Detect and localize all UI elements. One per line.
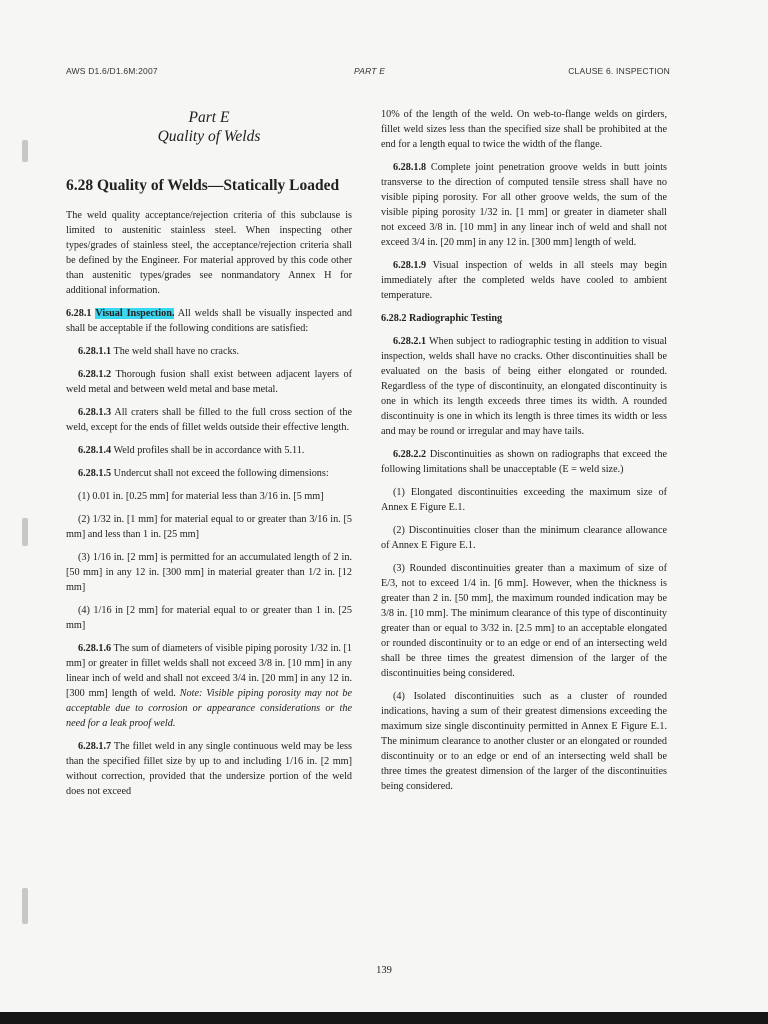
section-title: 6.28 Quality of Welds—Statically Loaded [66, 177, 340, 194]
paragraph-text: Complete joint penetration groove welds in butt joints transverse to the direction of computed tensile stress shall have no visible piping porosity. For all other groove welds, the sum of the visible piping porosity 1/32 in. [1 mm] or greater in diameter shall not exceed 3/8 in. [10 mm] in any linear inch of weld and shall not exceed 3/4 in. [20 mm] in any 12 in. [300 mm] length of weld. [381, 162, 667, 248]
discontinuity-item-1: (1) Elongated discontinuities exceeding the maximum size of Annex E Figure E.1. [381, 487, 667, 513]
clause-number: 6.28.1.4 [78, 445, 112, 456]
paragraph-text: The sum of diameters of visible piping porosity 1/32 in. [1 mm] or greater in fillet welds shall not exceed 3/8 in. [10 mm] in any linear inch of weld and shall not exceed 3/4 in. [20 mm] in any 12 in. [300 mm] length of weld. [66, 643, 352, 699]
paragraph-text: Weld profiles shall be in accordance with 5.11. [111, 445, 305, 456]
paragraph-text: All craters shall be filled to the full cross section of the weld, except for the ends of fillet welds outside their effective length. [66, 407, 352, 433]
paragraph-text: When subject to radiographic testing in addition to visual inspection, welds shall have no cracks. Other discontinuities shall be evaluated on the basis of being either elongated or rounded. Regardless of the type of discontinuity, an elongated discontinuity is one in which its length exceeds three times its width. A rounded discontinuity is one in which its length is three times its width or less and may be round or irregular and may have tails. [381, 336, 667, 437]
part-title-line2: Quality of Welds [157, 128, 261, 145]
clause-number: 6.28.1.2 [78, 369, 112, 380]
paragraph-text: The weld shall have no cracks. [111, 346, 240, 357]
clause-number: 6.28.1 [66, 308, 92, 319]
paragraph-text: Undercut shall not exceed the following dimensions: [111, 468, 329, 479]
clause-number: 6.28.1.6 [78, 643, 112, 654]
intro-paragraph: The weld quality acceptance/rejection criteria of this subclause is limited to austenitic stainless steel. When inspecting other types/grades of stainless steel, the acceptance/rejection criteria shall be defined by the Engineer. For material approved by this code other than austenitic types/grades see nonmandatory Annex H for additional information. [66, 210, 352, 296]
paragraph-text: Discontinuities as shown on radiographs that exceed the following limitations shall be unacceptable (E = weld size.) [381, 449, 667, 475]
paragraph-note: Note: Visible piping porosity may not be acceptable due to corrosion or appearance considerations or the need for a leak proof weld. [66, 688, 353, 729]
clause-number: 6.28.1.1 [78, 346, 112, 357]
paragraph-6-28-2-1 [381, 334, 667, 439]
header-clause: CLAUSE 6. INSPECTION [568, 66, 670, 76]
left-column [66, 108, 352, 807]
paragraph-text: All welds shall be visually inspected and shall be acceptable if the following conditions are satisfied: [66, 308, 353, 334]
undercut-item-2: (2) 1/32 in. [1 mm] for material equal to or greater than 3/16 in. [5 mm] and less than 1 in. [25 mm] [66, 514, 352, 540]
paragraph-text: Visual inspection of welds in all steels may begin immediately after the completed welds have cooled to ambient temperature. [381, 260, 667, 301]
discontinuity-item-4: (4) Isolated discontinuities such as a cluster of rounded indications, having a sum of their greatest dimensions exceeding the maximum size single discontinuity permitted in Annex E Figure E.1. The minimum clearance to another cluster or an elongated or rounded discontinuity or to an edge or end of an intersecting weld shall be three times the greatest dimension of the larger of the discontinuities being considered. [381, 691, 667, 792]
header-standard-id: AWS D1.6/D1.6M:2007 [66, 66, 158, 76]
clause-number: 6.28.2.1 [393, 336, 427, 347]
clause-number: 6.28.1.9 [393, 260, 427, 271]
continued-paragraph: 10% of the length of the weld. On web-to-flange welds on girders, fillet weld sizes less than the specified size shall be prohibited at the end for a length equal to twice the width of the flange. [381, 109, 667, 150]
right-column [381, 107, 667, 802]
clause-number: 6.28.1.3 [78, 407, 112, 418]
undercut-item-3: (3) 1/16 in. [2 mm] is permitted for an accumulated length of 2 in. [50 mm] in any 12 in. [300 mm] in material greater than 1/2 in. [12 mm] [66, 552, 352, 593]
header-part: PART E [354, 66, 386, 76]
paragraph-text: Thorough fusion shall exist between adjacent layers of weld metal and between weld metal and base metal. [66, 369, 352, 395]
scan-edge-mark [22, 518, 28, 546]
paragraph-text: The fillet weld in any single continuous weld may be less than the specified fillet size by up to and including 1/16 in. [2 mm] without correction, provided that the undersize portion of the weld does not exceed [66, 741, 352, 797]
paragraph-6-28-1-3 [66, 405, 352, 435]
undercut-item-1: (1) 0.01 in. [0.25 mm] for material less than 3/16 in. [5 mm] [78, 491, 324, 502]
part-title [66, 108, 352, 146]
clause-number: 6.28.1.7 [78, 741, 112, 752]
page-number: 139 [376, 965, 392, 976]
undercut-item-4: (4) 1/16 in [2 mm] for material equal to or greater than 1 in. [25 mm] [66, 605, 352, 631]
paragraph-6-28-1-7 [66, 739, 352, 799]
paragraph-6-28-1-4 [66, 443, 352, 458]
scan-edge-mark [22, 140, 28, 162]
scan-bottom-edge [0, 1012, 768, 1024]
clause-number: 6.28.2.2 [393, 449, 427, 460]
scan-edge-mark [22, 888, 28, 924]
clause-number: 6.28.1.8 [393, 162, 427, 173]
paragraph-6-28-1-9 [381, 258, 667, 303]
subsection-heading-radiographic: 6.28.2 Radiographic Testing [381, 313, 503, 324]
paragraph-6-28-1-6 [66, 641, 352, 731]
clause-number: 6.28.1.5 [78, 468, 112, 479]
discontinuity-item-2: (2) Discontinuities closer than the minimum clearance allowance of Annex E Figure E.1. [381, 525, 667, 551]
paragraph-6-28-1-2 [66, 367, 352, 397]
highlighted-heading: Visual Inspection. [95, 308, 175, 319]
part-title-line1: Part E [188, 109, 230, 126]
discontinuity-item-3: (3) Rounded discontinuities greater than a maximum of size of E/3, not to exceed 1/4 in. [6 mm]. However, when the thickness is greater than 2 in. [50 mm], the maximum rounded indication may be 3/8 in. [10 mm]. The minimum clearance of this type of discontinuity greater than or equal to 3/32 in. [2.5 mm] to an acceptable elongated or rounded discontinuity or to an edge or end of an intersecting weld shall be three times the greatest dimension of the larger of the discontinuities being considered. [381, 563, 667, 679]
paragraph-6-28-1-8 [381, 160, 667, 250]
paragraph-6-28-1-1 [66, 344, 352, 359]
paragraph-6-28-1-5 [66, 466, 352, 481]
paragraph-6-28-1 [66, 306, 352, 336]
paragraph-6-28-2-2 [381, 447, 667, 477]
